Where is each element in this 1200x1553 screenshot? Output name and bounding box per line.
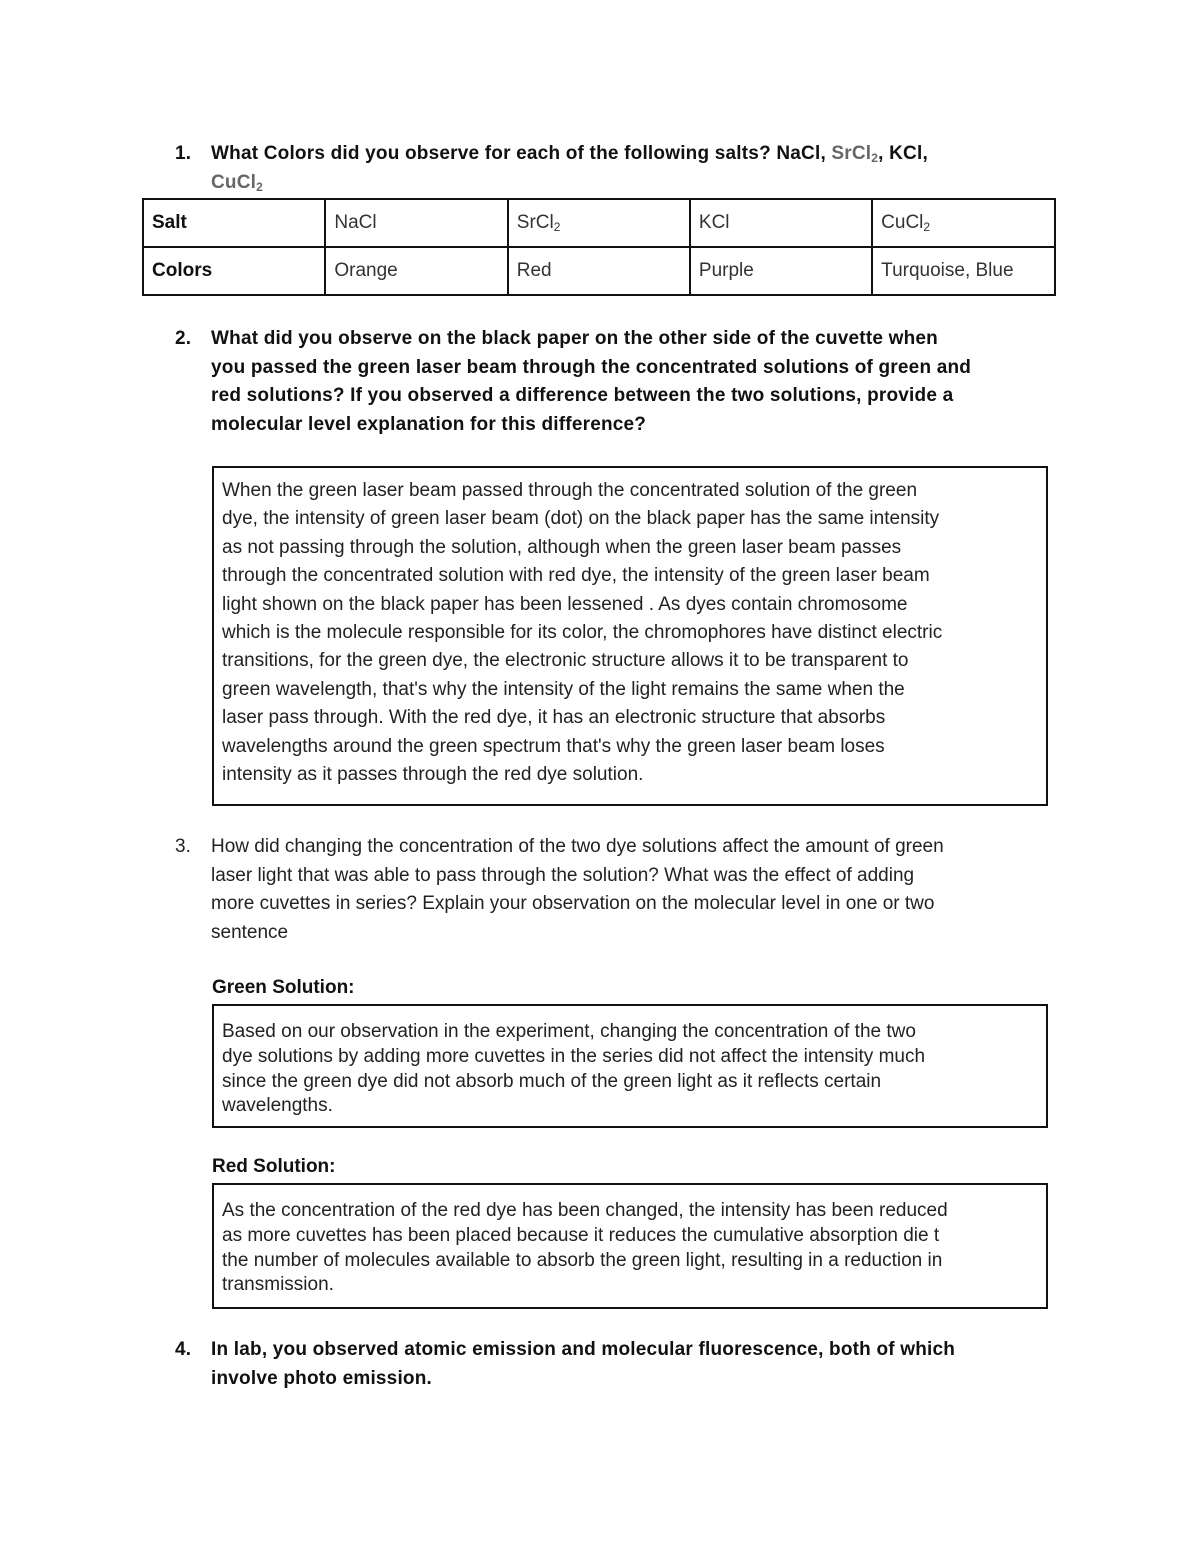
question-text: What Colors did you observe for each of the following salts? NaCl, SrCl$_2$, KCl, CuCl$_2$ [211, 143, 928, 194]
question-4 [170, 1336, 1060, 1393]
salt-cucl2: CuCl$_2$ [211, 171, 264, 194]
question-2 [170, 325, 1060, 439]
question-number: 4. [175, 1339, 192, 1360]
question-1 [170, 140, 1060, 197]
table-cell: Orange [325, 247, 507, 295]
table-cell: KCl [690, 199, 872, 247]
table-row [143, 199, 1055, 247]
question-text: What did you observe on the black paper on the other side of the cuvette when you passed the green laser beam through the concentrated solutions of green and red solutions? If you observed a difference between the two solutions, provide a molecular level explanation for this difference? [211, 328, 972, 435]
answer-box-green: Based on our observation in the experiment, changing the concentration of the two dye solutions by adding more cuvettes in the series did not affect the intensity much since the green dye did not absorb much of the green light as it reflects certain wavelengths. [212, 1004, 1048, 1128]
table-header-cell: Salt [143, 199, 325, 247]
table-cell: CuCl$_2$ [872, 199, 1055, 247]
salt-srcl2: SrCl$_2$ [831, 143, 879, 165]
question-3 [170, 833, 1060, 947]
salt-color-table [142, 198, 1056, 296]
table-cell: NaCl [325, 199, 507, 247]
answer-box-q2: When the green laser beam passed through the concentrated solution of the green dye, the intensity of green laser beam (dot) on the black paper has the same intensity as not passing through the solution, although when the green laser beam passes through the concentrated solution with red dye, the intensity of the green laser beam light shown on the black paper has been lessened . As dyes contain chromosome which is the molecule responsible for its color, the chromophores have distinct electric transitions, for the green dye, the electronic structure allows it to be transparent to green wavelength, that's why the intensity of the light remains the same when the laser pass through. With the red dye, it has an electronic structure that absorbs wavelengths around the green spectrum that's why the green laser beam loses intensity as it passes through the red dye solution. [212, 466, 1048, 806]
question-number: 3. [175, 836, 191, 857]
answer-box-red: As the concentration of the red dye has been changed, the intensity has been reduced as more cuvettes has been placed because it reduces the cumulative absorption die t the number of molecules available to absorb the green light, resulting in a reduction in transmission. [212, 1183, 1048, 1309]
question-number: 2. [175, 328, 192, 349]
green-solution-heading: Green Solution: [212, 977, 355, 998]
question-number: 1. [175, 143, 192, 164]
table-cell: SrCl$_2$ [508, 199, 690, 247]
question-text: How did changing the concentration of the two dye solutions affect the amount of green laser light that was able to pass through the solution? What was the effect of adding more cuvettes in series? Explain your observation on the molecular level in one or two sentence [211, 836, 944, 943]
table-cell: Turquoise, Blue [872, 247, 1055, 295]
question-text: In lab, you observed atomic emission and molecular fluorescence, both of which involve photo emission. [211, 1339, 956, 1389]
table-cell: Purple [690, 247, 872, 295]
red-solution-heading: Red Solution: [212, 1156, 336, 1177]
table-header-cell: Colors [143, 247, 325, 295]
table-cell: Red [508, 247, 690, 295]
table-row [143, 247, 1055, 295]
